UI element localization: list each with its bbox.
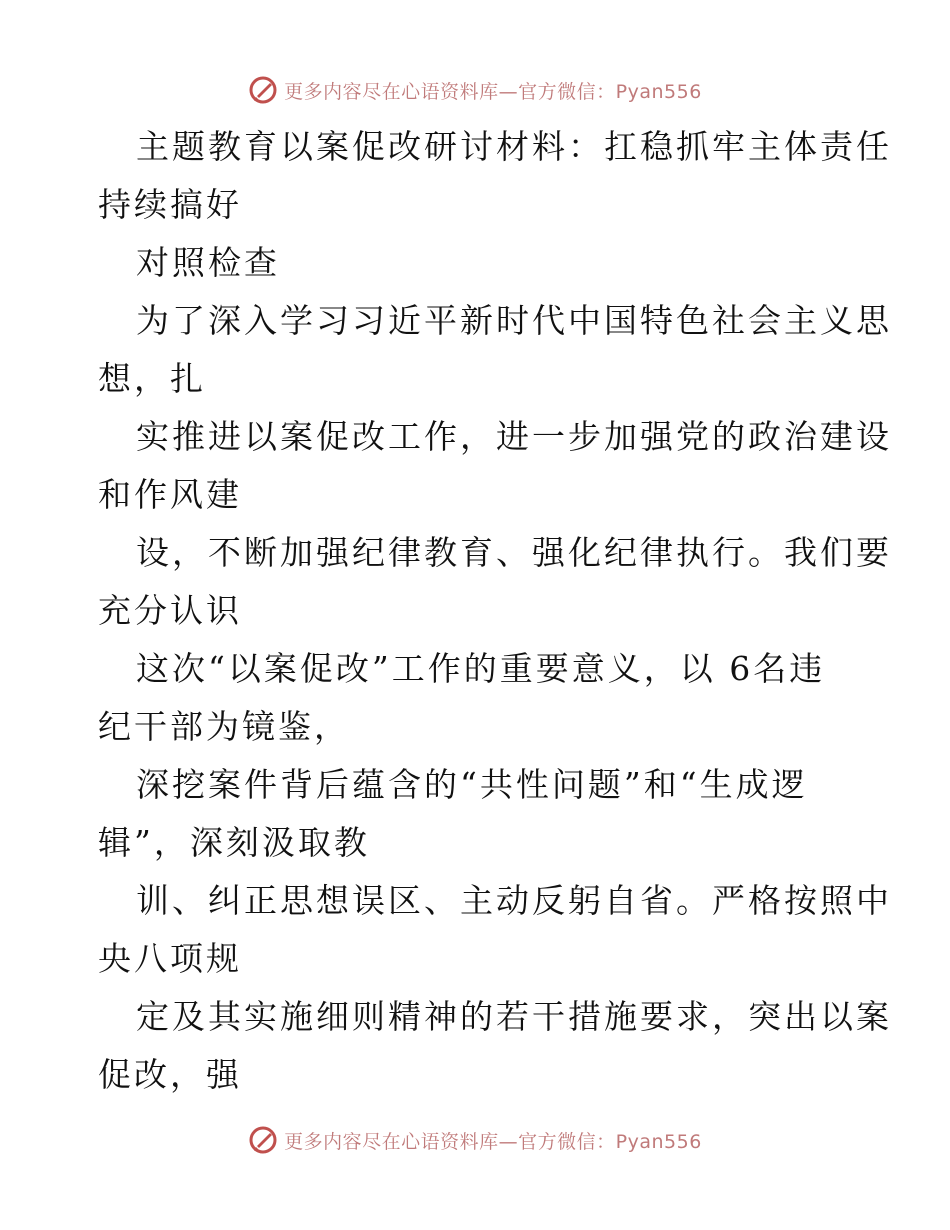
text-line: 这次“以案促改”工作的重要意义，以 6名违 — [136, 649, 826, 688]
text-line: 央八项规 — [98, 939, 242, 978]
quill-pen-logo-icon — [248, 1125, 278, 1155]
text-line: 纪干部为镜鉴， — [98, 707, 350, 746]
text-line: 想，扎 — [98, 359, 206, 398]
text-line: 对照检查 — [136, 243, 280, 282]
text-line: 设，不断加强纪律教育、强化纪律执行。我们要 — [136, 533, 892, 572]
text-line: 深挖案件背后蕴含的“共性问题”和“生成逻 — [136, 765, 808, 804]
document-body — [98, 118, 892, 1104]
text-line: 定及其实施细则精神的若干措施要求，突出以案 — [136, 997, 892, 1036]
text-line: 和作风建 — [98, 475, 242, 514]
header-banner-text: 更多内容尽在心语资料库—官方微信：Pyan556 — [284, 80, 702, 103]
footer-banner-text: 更多内容尽在心语资料库—官方微信：Pyan556 — [284, 1130, 702, 1153]
text-line: 为了深入学习习近平新时代中国特色社会主义思 — [136, 301, 892, 340]
text-line: 训、纠正思想误区、主动反躬自省。严格按照中 — [136, 881, 892, 920]
text-line: 促改，强 — [98, 1055, 242, 1094]
text-line: 主题教育以案促改研讨材料：扛稳抓牢主体责任 — [136, 127, 892, 166]
quill-pen-logo-icon — [248, 75, 278, 105]
text-line: 充分认识 — [98, 591, 242, 630]
text-line: 持续搞好 — [98, 185, 242, 224]
text-line: 实推进以案促改工作，进一步加强党的政治建设 — [136, 417, 892, 456]
text-line: 辑”，深刻汲取教 — [98, 823, 370, 862]
header-banner — [0, 70, 950, 110]
footer-banner — [0, 1120, 950, 1160]
